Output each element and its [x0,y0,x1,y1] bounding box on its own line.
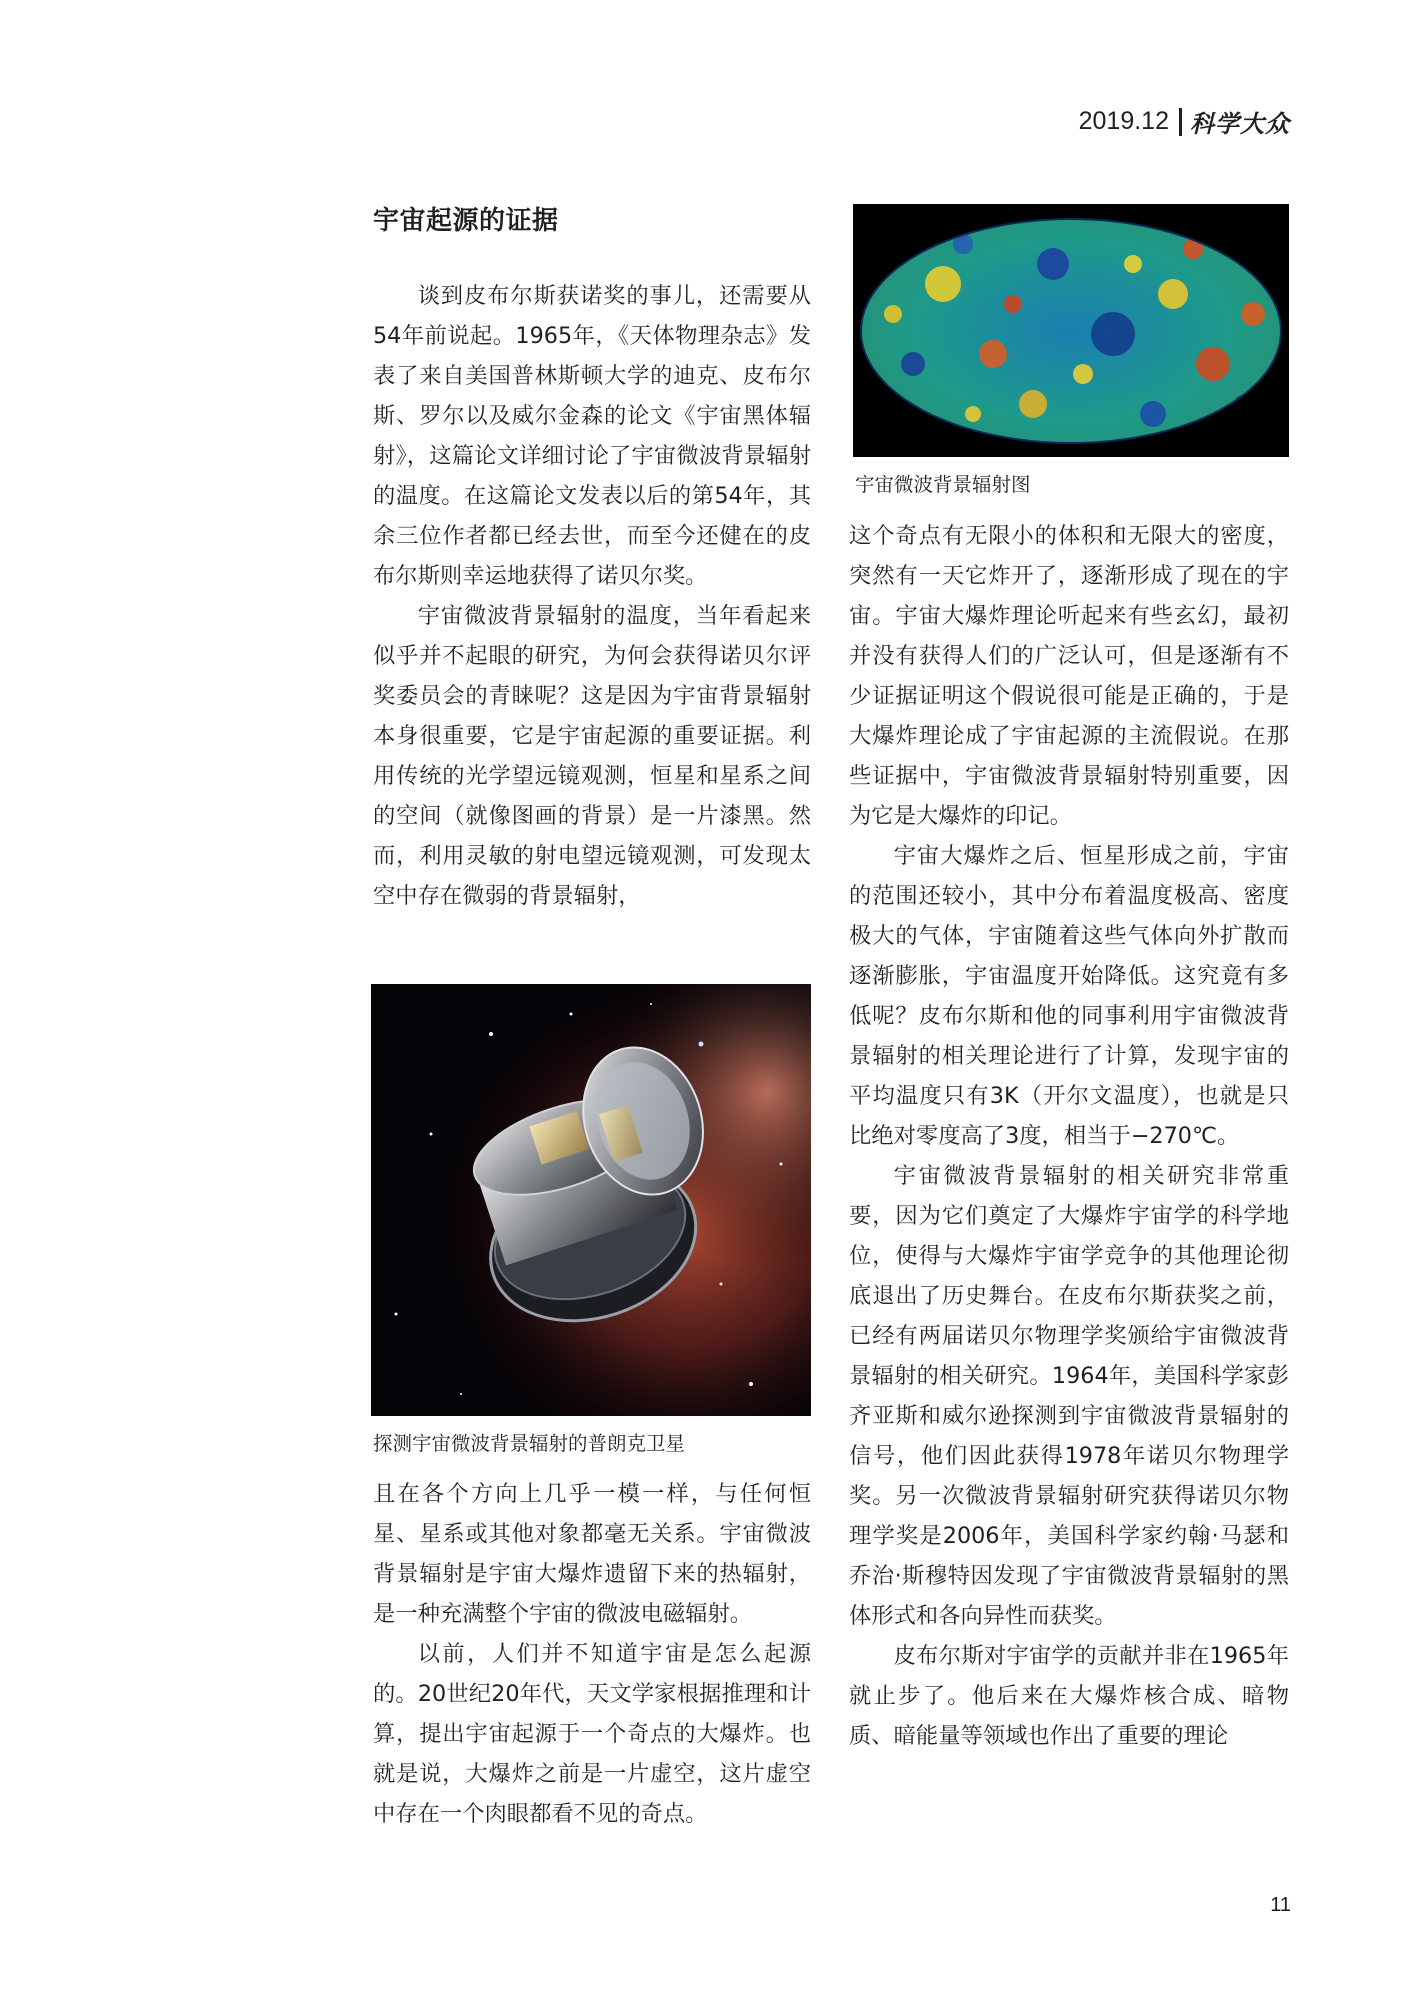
page-number: 11 [1270,1894,1291,1916]
magazine-logo: 科学大众 [1190,109,1290,138]
paragraph: 且在各个方向上几乎一模一样，与任何恒星、星系或其他对象都毫无关系。宇宙微波背景辐射是宇宙大爆炸遗留下来的热辐射，是一种充满整个宇宙的微波电磁辐射。 [373,1481,811,1627]
paragraph: 宇宙微波背景辐射的温度，当年看起来似乎并不起眼的研究，为何会获得诺贝尔评奖委员会的青睐呢？这是因为宇宙背景辐射本身很重要，它是宇宙起源的重要证据。利用传统的光学望远镜观测，恒星和星系之间的空间（就像图画的背景）是一片漆黑。然而，利用灵敏的射电望远镜观测，可发现太空中存在微弱的背景辐射， [373,603,811,909]
paragraph: 以前，人们并不知道宇宙是怎么起源的。20世纪20年代，天文学家根据推理和计算，提出宇宙起源于一个奇点的大爆炸。也就是说，大爆炸之前是一片虚空，这片虚空中存在一个肉眼都看不见的奇点。 [373,1641,811,1827]
paragraph: 宇宙大爆炸之后、恒星形成之前，宇宙的范围还较小，其中分布着温度极高、密度极大的气体，宇宙随着这些气体向外扩散而逐渐膨胀，宇宙温度开始降低。这究竟有多低呢？皮布尔斯和他的同事利用宇宙微波背景辐射的相关理论进行了计算，发现宇宙的平均温度只有3K（开尔文温度），也就是只比绝对零度高了3度，相当于−270℃。 [849,843,1289,1149]
right-column [849,516,1289,1756]
header-divider [1179,108,1182,136]
section-title: 宇宙起源的证据 [373,206,559,236]
issue-date: 2019.12 [1078,107,1169,135]
left-column-bottom [373,1474,811,1834]
page-header [1079,104,1290,139]
planck-satellite-image [371,984,811,1416]
cmb-caption: 宇宙微波背景辐射图 [855,473,1031,496]
paragraph: 谈到皮布尔斯获诺奖的事儿，还需要从54年前说起。1965年，《天体物理杂志》发表了来自美国普林斯顿大学的迪克、皮布尔斯、罗尔以及威尔金森的论文《宇宙黑体辐射》，这篇论文详细讨论了宇宙微波背景辐射的温度。在这篇论文发表以后的第54年，其余三位作者都已经去世，而至今还健在的皮布尔斯则幸运地获得了诺贝尔奖。 [373,283,811,589]
planck-caption: 探测宇宙微波背景辐射的普朗克卫星 [373,1432,686,1455]
left-column-top [373,276,811,916]
paragraph: 这个奇点有无限小的体积和无限大的密度，突然有一天它炸开了，逐渐形成了现在的宇宙。宇宙大爆炸理论听起来有些玄幻，最初并没有获得人们的广泛认可，但是逐渐有不少证据证明这个假说很可能是正确的，于是大爆炸理论成了宇宙起源的主流假说。在那些证据中，宇宙微波背景辐射特别重要，因为它是大爆炸的印记。 [849,523,1289,829]
paragraph: 皮布尔斯对宇宙学的贡献并非在1965年就止步了。他后来在大爆炸核合成、暗物质、暗能量等领域也作出了重要的理论 [849,1643,1289,1749]
cmb-map-image [853,204,1289,457]
paragraph: 宇宙微波背景辐射的相关研究非常重要，因为它们奠定了大爆炸宇宙学的科学地位，使得与大爆炸宇宙学竞争的其他理论彻底退出了历史舞台。在皮布尔斯获奖之前，已经有两届诺贝尔物理学奖颁给宇宙微波背景辐射的相关研究。1964年，美国科学家彭齐亚斯和威尔逊探测到宇宙微波背景辐射的信号，他们因此获得1978年诺贝尔物理学奖。另一次微波背景辐射研究获得诺贝尔物理学奖是2006年，美国科学家约翰·马瑟和乔治·斯穆特因发现了宇宙微波背景辐射的黑体形式和各向异性而获奖。 [849,1163,1289,1629]
